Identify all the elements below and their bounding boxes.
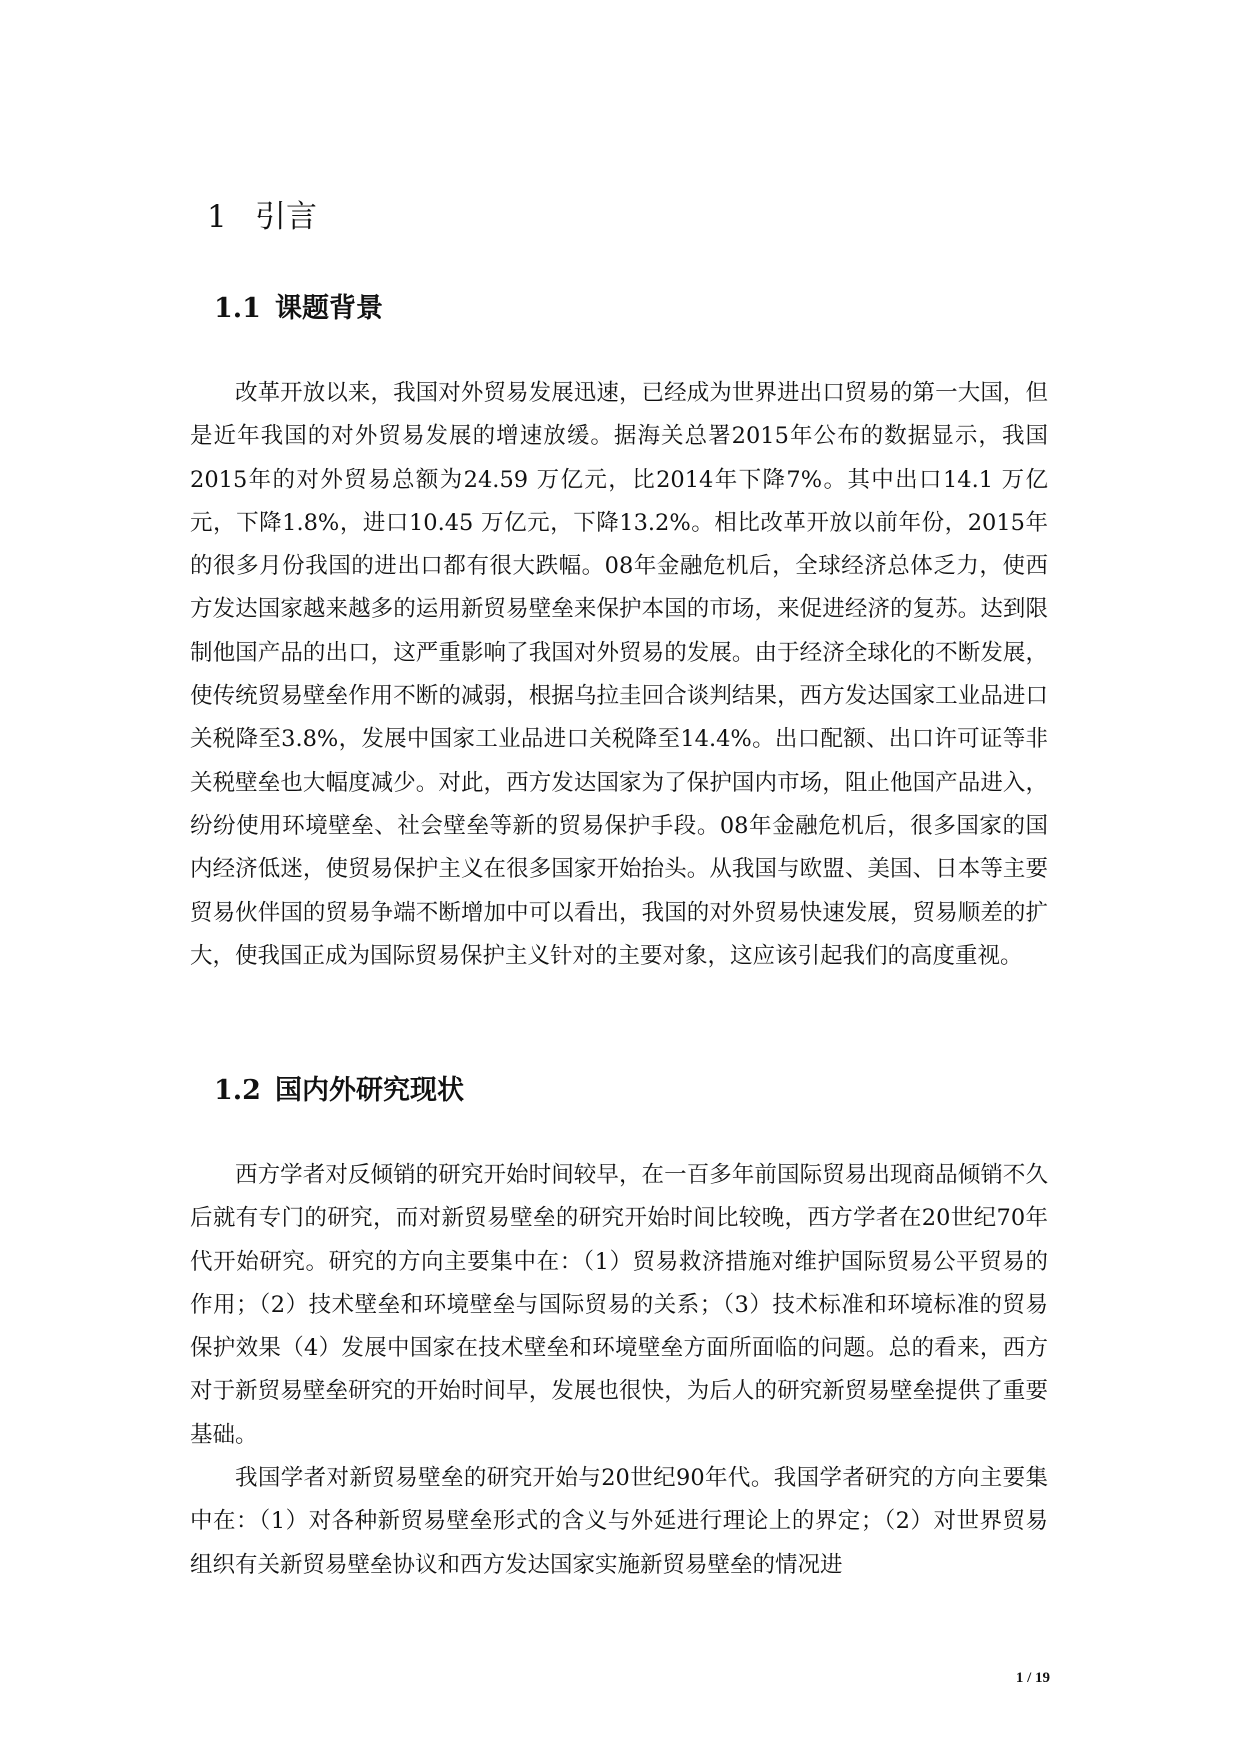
section-title-text: 课题背景 [274, 293, 383, 324]
chapter-number: 1 [207, 199, 227, 235]
paragraph: 西方学者对反倾销的研究开始时间较早，在一百多年前国际贸易出现商品倾销不久后就有专门的研究，而对新贸易壁垒的研究开始时间比较晚，西方学者在20世纪70年代开始研究。研究的方向主要集中在：（1）贸易救济措施对维护国际贸易公平贸易的作用；（2）技术壁垒和环境壁垒与国际贸易的关系；（3）技术标准和环境标准的贸易保护效果（4）发展中国家在技术壁垒和环境壁垒方面所面临的问题。总的看来，西方对于新贸易壁垒研究的开始时间早，发展也很快，为后人的研究新贸易壁垒提供了重要基础。 [190, 1162, 1048, 1448]
section-number: 1.2 [214, 1075, 261, 1106]
section-number: 1.1 [214, 293, 261, 324]
paragraph: 改革开放以来，我国对外贸易发展迅速，已经成为世界进出口贸易的第一大国，但是近年我国的对外贸易发展的增速放缓。据海关总署2015年公布的数据显示，我国2015年的对外贸易总额为24.59 万亿元，比2014年下降7%。其中出口14.1 万亿元，下降1.8%，进口10.45 万亿元，下降13.2%。相比改革开放以前年份，2015年的很多月份我国的进出口都有很大跌幅。08年金融危机后，全球经济总体乏力，使西方发达国家越来越多的运用新贸易壁垒来保护本国的市场，来促进经济的复苏。达到限制他国产品的出口，这严重影响了我国对外贸易的发展。由于经济全球化的不断发展，使传统贸易壁垒作用不断的减弱，根据乌拉圭回合谈判结果，西方发达国家工业品进口关税降至3.8%，发展中国家工业品进口关税降至14.4%。出口配额、出口许可证等非关税壁垒也大幅度减少。对此，西方发达国家为了保护国内市场，阻止他国产品进入，纷纷使用环境壁垒、社会壁垒等新的贸易保护手段。08年金融危机后，很多国家的国内经济低迷，使贸易保护主义在很多国家开始抬头。从我国与欧盟、美国、日本等主要贸易伙伴国的贸易争端不断增加中可以看出，我国的对外贸易快速发展，贸易顺差的扩大，使我国正成为国际贸易保护主义针对的主要对象，这应该引起我们的高度重视。 [190, 380, 1048, 969]
page-number: 1 / 19 [1015, 1670, 1050, 1686]
section-body-1-2 [190, 1154, 1048, 1587]
section-heading-1-1 [214, 287, 383, 331]
chapter-heading [207, 192, 317, 242]
chapter-title-text: 引言 [255, 199, 317, 235]
paragraph: 我国学者对新贸易壁垒的研究开始与20世纪90年代。我国学者研究的方向主要集中在：（1）对各种新贸易壁垒形式的含义与外延进行理论上的界定；（2）对世界贸易组织有关新贸易壁垒协议和西方发达国家实施新贸易壁垒的情况进 [190, 1465, 1048, 1578]
section-body-1-1 [190, 372, 1048, 978]
section-title-text: 国内外研究现状 [274, 1075, 464, 1106]
section-heading-1-2 [214, 1069, 464, 1113]
